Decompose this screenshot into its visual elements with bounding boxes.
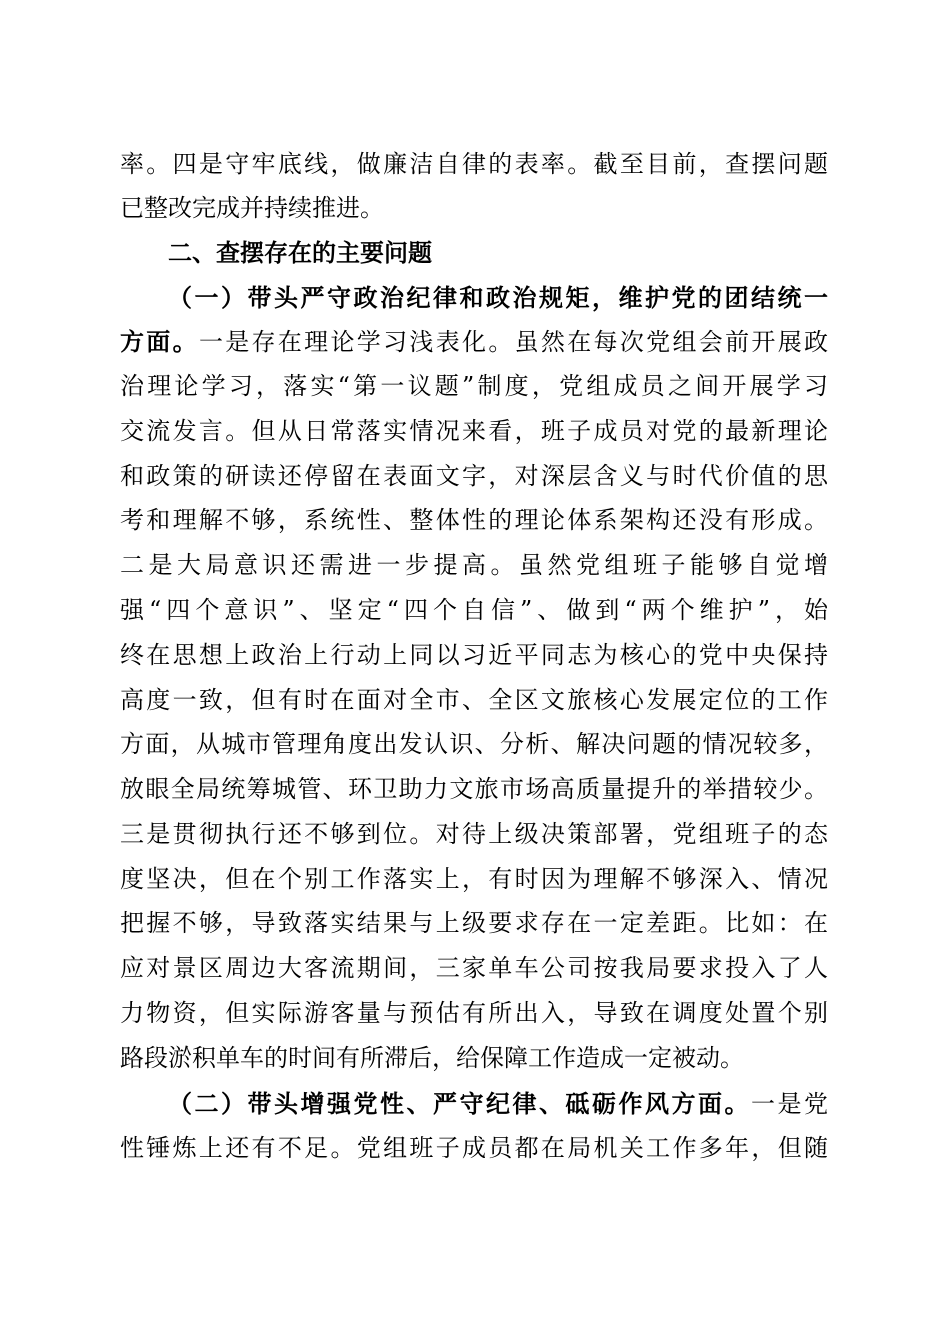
paragraph-line: 已整改完成并持续推进。 <box>120 194 384 222</box>
paragraph-line: 交流发言。但从日常落实情况来看，班子成员对党的最新理论 <box>120 417 828 445</box>
paragraph-line: 力物资，但实际游客量与预估有所出入，导致在调度处置个别 <box>120 999 828 1027</box>
subsection-title: （一）带头严守政治纪律和政治规矩，维护党的团结统一 <box>168 283 828 312</box>
paragraph-line <box>120 320 828 364</box>
paragraph-line: 三是贯彻执行还不够到位。对待上级决策部署，党组班子的态 <box>120 820 828 848</box>
paragraph-line: 强“四个意识”、坚定“四个自信”、做到“两个维护”，始 <box>120 596 828 624</box>
paragraph-line: 放眼全局统筹城管、环卫助力文旅市场高质量提升的举措较少。 <box>120 775 828 803</box>
paragraph-line: 把握不够，导致落实结果与上级要求存在一定差距。比如：在 <box>120 909 828 937</box>
subsection-title-cont: 方面。 <box>120 327 199 356</box>
paragraph-line: 路段淤积单车的时间有所滞后，给保障工作造成一定被动。 <box>120 1044 744 1072</box>
paragraph-line: 性锤炼上还有不足。党组班子成员都在局机关工作多年，但随 <box>120 1134 828 1162</box>
paragraph-line: 方面，从城市管理角度出发认识、分析、解决问题的情况较多， <box>120 730 828 758</box>
paragraph-line: 率。四是守牢底线，做廉洁自律的表率。截至目前，查摆问题 <box>120 150 828 178</box>
paragraph-text: 一是存在理论学习浅表化。虽然在每次党组会前开展政 <box>198 328 829 356</box>
paragraph-line: 和政策的研读还停留在表面文字，对深层含义与时代价值的思 <box>120 462 828 490</box>
paragraph-line: 高度一致，但有时在面对全市、全区文旅核心发展定位的工作 <box>120 686 828 714</box>
paragraph-line <box>168 1082 828 1126</box>
paragraph-line: 终在思想上政治上行动上同以习近平同志为核心的党中央保持 <box>120 641 828 669</box>
paragraph-line: 度坚决，但在个别工作落实上，有时因为理解不够深入、情况 <box>120 865 828 893</box>
paragraph-line: 二是大局意识还需进一步提高。虽然党组班子能够自觉增 <box>120 551 828 579</box>
paragraph-text: 一是党 <box>751 1090 828 1118</box>
subsection-title: （二）带头增强党性、严守纪律、砥砺作风方面。 <box>168 1089 751 1118</box>
paragraph-line: 治理论学习，落实“第一议题”制度，党组成员之间开展学习 <box>120 372 828 400</box>
section-heading: 二、查摆存在的主要问题 <box>168 239 432 267</box>
paragraph-line: 应对景区周边大客流期间，三家单车公司按我局要求投入了人 <box>120 954 828 982</box>
paragraph-line: 考和理解不够，系统性、整体性的理论体系架构还没有形成。 <box>120 506 828 534</box>
